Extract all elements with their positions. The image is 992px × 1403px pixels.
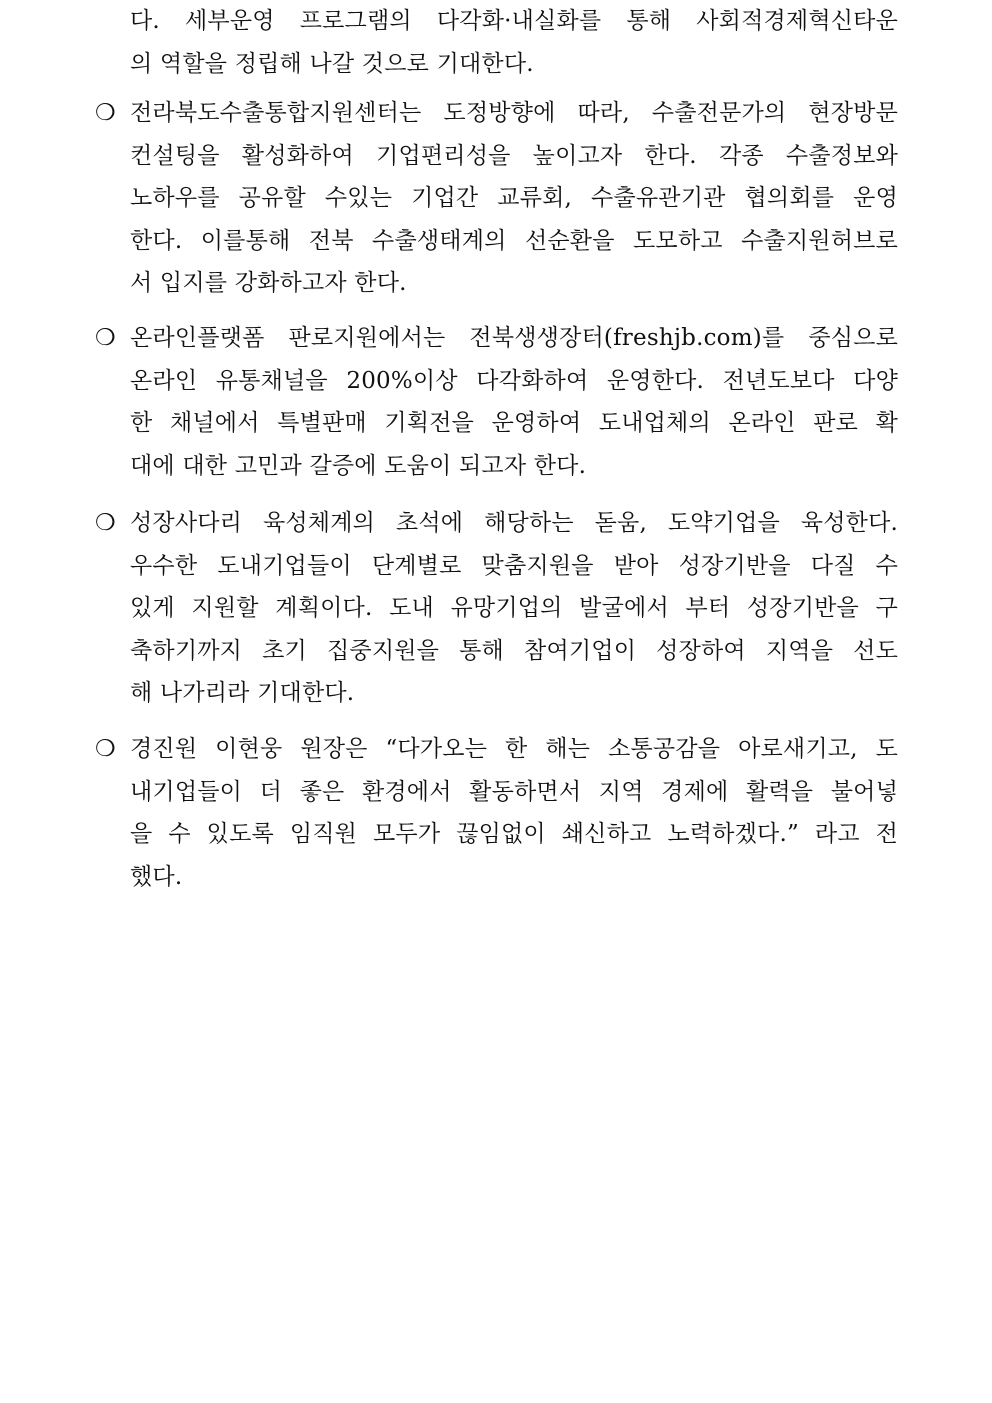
paragraph-line: 온라인 유통채널을 200%이상 다각화하여 운영한다. 전년도보다 다양 bbox=[130, 367, 898, 394]
paragraph-line: 다. 세부운영 프로그램의 다각화·내실화를 통해 사회적경제혁신타운 bbox=[130, 8, 898, 34]
paragraph-line: 의 역할을 정립해 나갈 것으로 기대한다. bbox=[130, 50, 534, 77]
paragraph-line: 온라인플랫폼 판로지원에서는 전북생생장터(freshjb.com)를 중심으로 bbox=[130, 325, 898, 351]
paragraph-line: 해 나가리라 기대한다. bbox=[130, 680, 355, 706]
paragraph-line: 컨설팅을 활성화하여 기업편리성을 높이고자 한다. 각종 수출정보와 bbox=[130, 142, 898, 169]
circle-bullet-icon: ❍ bbox=[95, 100, 116, 126]
circle-bullet-icon: ❍ bbox=[95, 736, 116, 762]
paragraph-line: 우수한 도내기업들이 단계별로 맞춤지원을 받아 성장기반을 다질 수 bbox=[130, 552, 898, 579]
paragraph-line: 성장사다리 육성체계의 초석에 해당하는 돋움, 도약기업을 육성한다. bbox=[130, 510, 898, 536]
continued-paragraph bbox=[130, 0, 898, 85]
circle-bullet-icon: ❍ bbox=[95, 510, 116, 536]
paragraph-line: 을 수 있도록 임직원 모두가 끊임없이 쇄신하고 노력하겠다.” 라고 전 bbox=[130, 821, 898, 847]
paragraph-line: 내기업들이 더 좋은 환경에서 활동하면서 지역 경제에 활력을 불어넣 bbox=[130, 778, 898, 805]
paragraph-line: 있게 지원할 계획이다. 도내 유망기업의 발굴에서 부터 성장기반을 구 bbox=[130, 595, 898, 621]
paragraph-line: 축하기까지 초기 집중지원을 통해 참여기업이 성장하여 지역을 선도 bbox=[130, 637, 898, 664]
paragraph-line: 했다. bbox=[130, 863, 183, 890]
paragraph-line: 한 채널에서 특별판매 기획전을 운영하여 도내업체의 온라인 판로 확 bbox=[130, 410, 898, 436]
paragraph-line: 대에 대한 고민과 갈증에 도움이 되고자 한다. bbox=[130, 452, 587, 479]
paragraph-line: 경진원 이현웅 원장은 “다가오는 한 해는 소통공감을 아로새기고, 도 bbox=[130, 736, 898, 762]
paragraph-line: 전라북도수출통합지원센터는 도정방향에 따라, 수출전문가의 현장방문 bbox=[130, 100, 898, 126]
circle-bullet-icon: ❍ bbox=[95, 325, 116, 351]
paragraph-line: 서 입지를 강화하고자 한다. bbox=[130, 270, 407, 296]
paragraph-line: 한다. 이를통해 전북 수출생태계의 선순환을 도모하고 수출지원허브로 bbox=[130, 227, 898, 254]
paragraph-line: 노하우를 공유할 수있는 기업간 교류회, 수출유관기관 협의회를 운영 bbox=[130, 185, 898, 211]
